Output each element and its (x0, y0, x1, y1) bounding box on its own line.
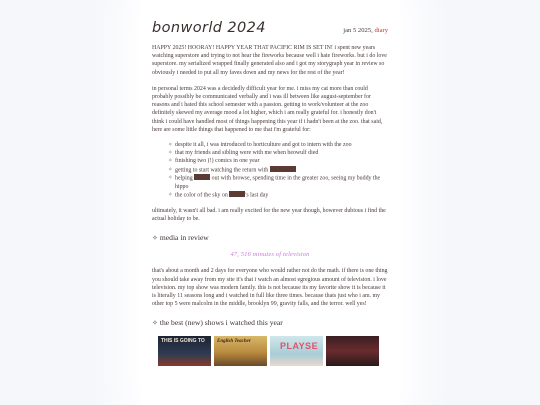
redacted-name (229, 191, 245, 197)
diary-tag-link[interactable]: diary (374, 27, 388, 34)
tv-minutes-stat: 47, 516 minutes of television (230, 251, 310, 259)
diary-content (152, 18, 388, 366)
sparkle-bullet-icon: ✧ (168, 158, 173, 165)
media-heading: ✧ media in review (152, 233, 209, 243)
show-poster[interactable]: PLAYSE (270, 336, 323, 366)
diary-page (140, 0, 400, 405)
list-item: ✧ that my friends and sibling were with me when beowulf died (168, 150, 319, 157)
sparkle-heading-icon: ✧ (152, 319, 158, 328)
show-posters (152, 336, 388, 366)
sparkle-bullet-icon: ✧ (168, 166, 173, 173)
redacted-name (194, 174, 210, 180)
grateful-list (152, 141, 388, 200)
intro-paragraph: HAPPY 2025! HOORAY! HAPPY YEAR THAT PACIFIC RIM IS SET IN! i spent new years watching superstore and trying to not hear the fireworks because well i hate fireworks. but i do love superstore. my serialized wrapped finally generated also and i got my storygraph year in review so obviously i needed to put all my faves down and my news for the rest of the year! (152, 45, 387, 76)
list-item: ✧ getting to start watching the return with (168, 166, 388, 175)
sparkle-heading-icon: ✧ (152, 234, 158, 243)
sparkle-bullet-icon: ✧ (168, 150, 173, 157)
tv-paragraph: that's about a month and 2 days for everyone who would rather not do the math. if there is one thing you should take away from my site it's that i watch an almost egregious amount of television. i love television. my top show was modern family. this is not because its my favorite show it is because it is literally 11 seasons long and i watched in full like three times. because thats just who i am. my other top 5 were malcolm in the middle, brooklyn 99, gravity falls, and the terror. well yes! (152, 268, 388, 308)
sparkle-bullet-icon: ✧ (168, 192, 173, 199)
list-item: ✧ helping out with browse, spending time in the greater zoo, seeing my buddy the hippo (168, 175, 381, 191)
blog-title[interactable]: bonworld 2024 (152, 20, 266, 36)
entry-date: jan 5 2025, (343, 27, 373, 34)
sparkle-bullet-icon: ✧ (168, 142, 173, 149)
show-poster[interactable] (326, 336, 379, 366)
closing-paragraph: ultimately, it wasn't all bad. i am really excited for the new year though, however dubious i find the actual holiday to be. (152, 207, 386, 223)
sparkle-bullet-icon: ✧ (168, 175, 173, 182)
redacted-name (270, 166, 296, 172)
list-item: ✧ the color of the sky on 's last day (168, 192, 269, 199)
entry-header (152, 18, 388, 42)
list-item: ✧ despite it all, i was introduced to horticulture and got to intern with the zoo (168, 142, 352, 149)
list-item: ✧ finishing two (!) comics in one year (168, 158, 260, 165)
personal-paragraph: in personal terms 2024 was a decidedly difficult year for me. i miss my cat more than could probably possibly be communicated verbally and i was ill between like august-september for reasons and i hated this school semester with a passion. getting to work/volunteer at the zoo definitely skewed my average mood a lot higher, which i am really grateful for. i honestly don't think i could have handled most of things happening this year if i hadn't been at the zoo. that said, here are some little things that happened to me that i'm grateful for: (152, 85, 383, 133)
shows-heading: ✧ the best (new) shows i watched this year (152, 318, 283, 328)
show-poster[interactable]: THIS IS GOING TO (158, 336, 211, 366)
entry-date-line (343, 27, 388, 34)
show-poster[interactable]: English Teacher (214, 336, 267, 366)
